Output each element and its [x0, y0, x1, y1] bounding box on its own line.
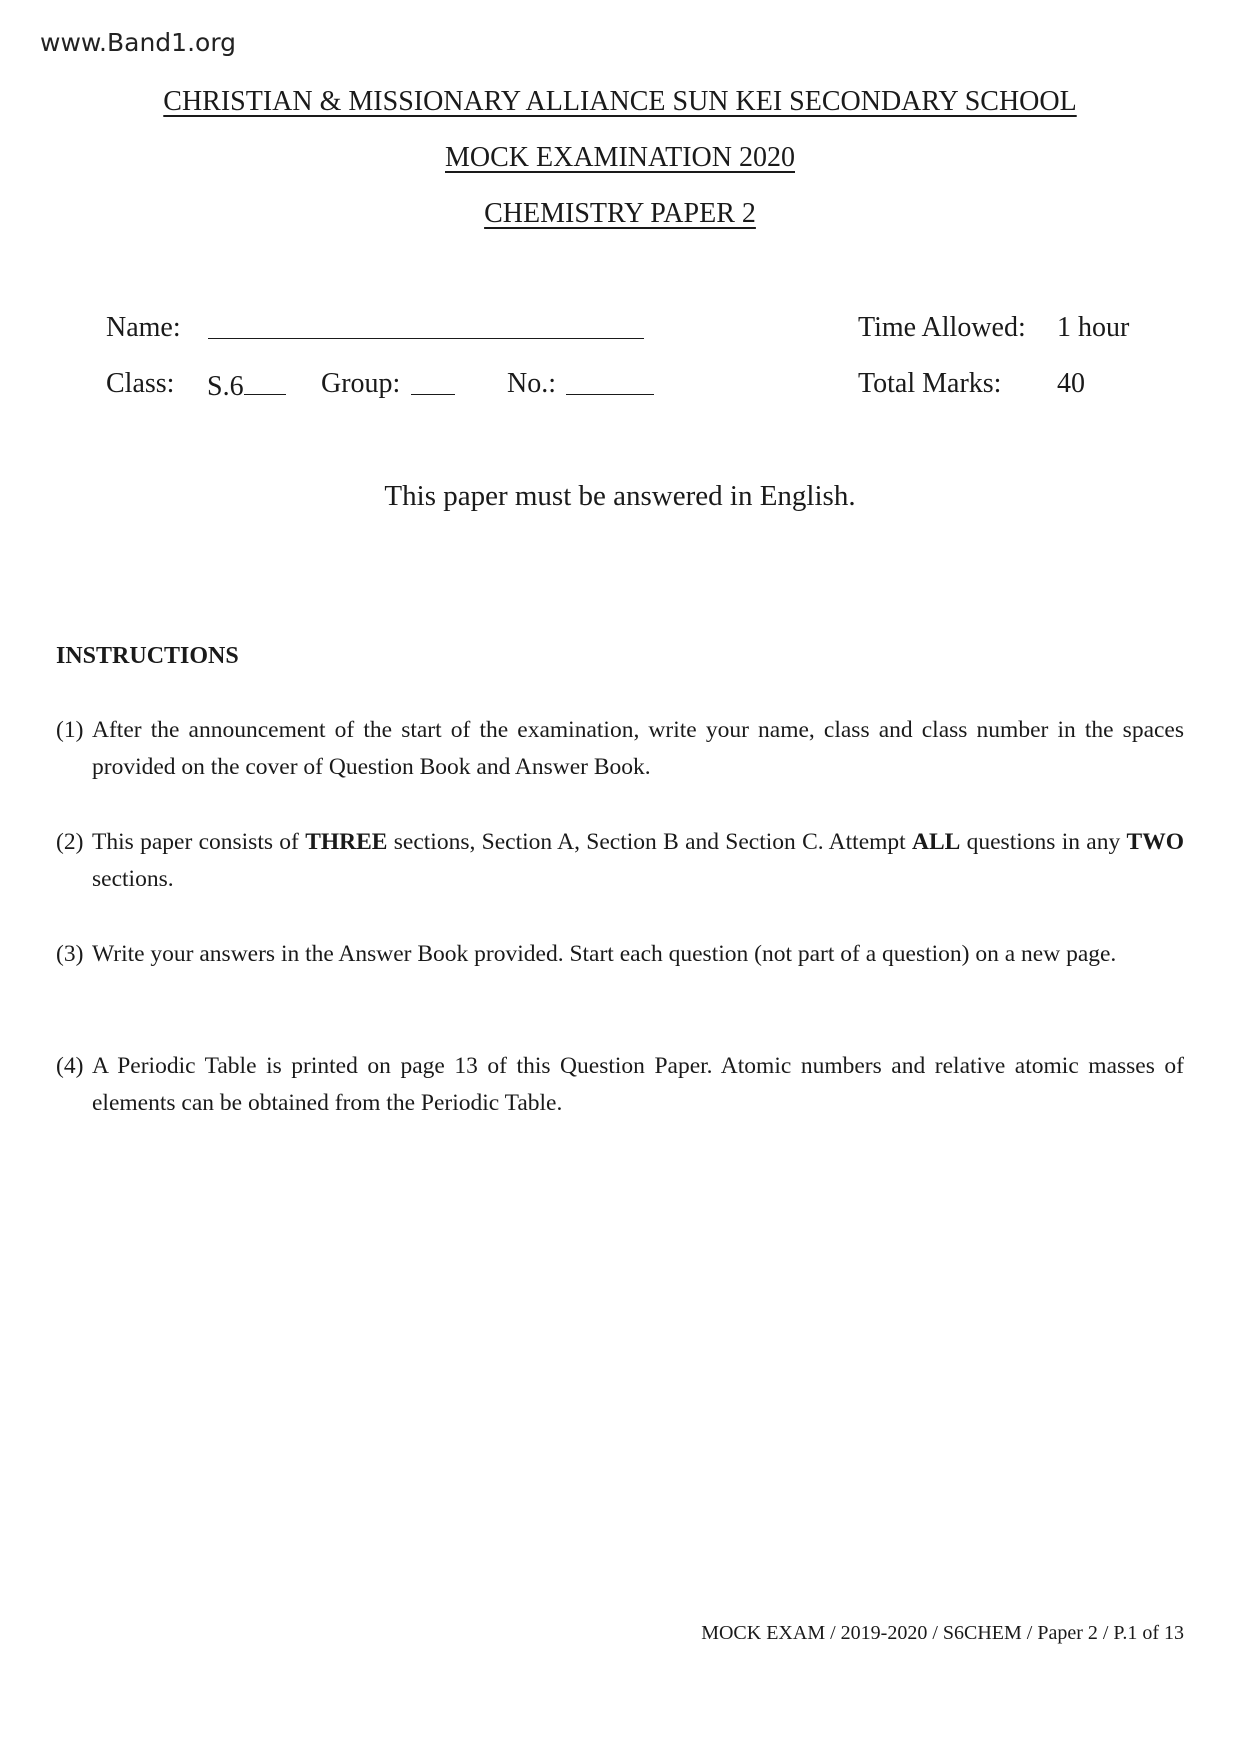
time-allowed-value: 1 hour — [1057, 312, 1130, 343]
watermark-url: www.Band1.org — [40, 28, 237, 57]
class-field[interactable] — [207, 368, 286, 403]
instruction-text: A Periodic Table is printed on page 13 of this Question Paper. Atomic numbers and relative atomic masses of elements can be obtained from the Periodic Table. — [92, 1053, 1184, 1116]
number-label: No.: — [507, 368, 556, 399]
instruction-item — [56, 936, 1184, 973]
number-field[interactable] — [566, 368, 654, 403]
instruction-item — [56, 824, 1184, 898]
instruction-text: After the announcement of the start of the examination, write your name, class and class number in the spaces provided on the cover of Question Book and Answer Book. — [92, 717, 1184, 780]
instruction-number: (3) — [56, 941, 84, 967]
instruction-text: This paper consists of THREE sections, Section A, Section B and Section C. Attempt ALL questions in any TWO sections. — [92, 829, 1184, 892]
time-allowed-label: Time Allowed: — [858, 312, 1026, 343]
language-note: This paper must be answered in English. — [384, 480, 856, 512]
instructions-heading: INSTRUCTIONS — [56, 643, 239, 669]
group-label: Group: — [321, 368, 401, 399]
instruction-number: (4) — [56, 1053, 84, 1079]
name-field[interactable] — [208, 312, 644, 347]
page-footer: MOCK EXAM / 2019-2020 / S6CHEM / Paper 2 / P.1 of 13 — [701, 1622, 1184, 1644]
instruction-number: (1) — [56, 717, 84, 743]
instruction-item — [56, 712, 1184, 786]
instruction-number: (2) — [56, 829, 84, 855]
school-title: CHRISTIAN & MISSIONARY ALLIANCE SUN KEI SECONDARY SCHOOL — [163, 86, 1077, 117]
total-marks-label: Total Marks: — [858, 368, 1002, 399]
paper-title: CHEMISTRY PAPER 2 — [484, 198, 756, 229]
instruction-text: Write your answers in the Answer Book provided. Start each question (not part of a question) on a new page. — [92, 941, 1117, 967]
emphasis-all: ALL — [911, 829, 961, 855]
exam-title: MOCK EXAMINATION 2020 — [445, 142, 795, 173]
class-value: S.6 — [207, 371, 244, 402]
instruction-item — [56, 1048, 1184, 1122]
total-marks-value: 40 — [1057, 368, 1085, 399]
emphasis-two: TWO — [1126, 829, 1184, 855]
group-field[interactable] — [411, 368, 455, 403]
emphasis-three: THREE — [305, 829, 388, 855]
name-label: Name: — [106, 312, 181, 343]
class-label: Class: — [106, 368, 175, 399]
